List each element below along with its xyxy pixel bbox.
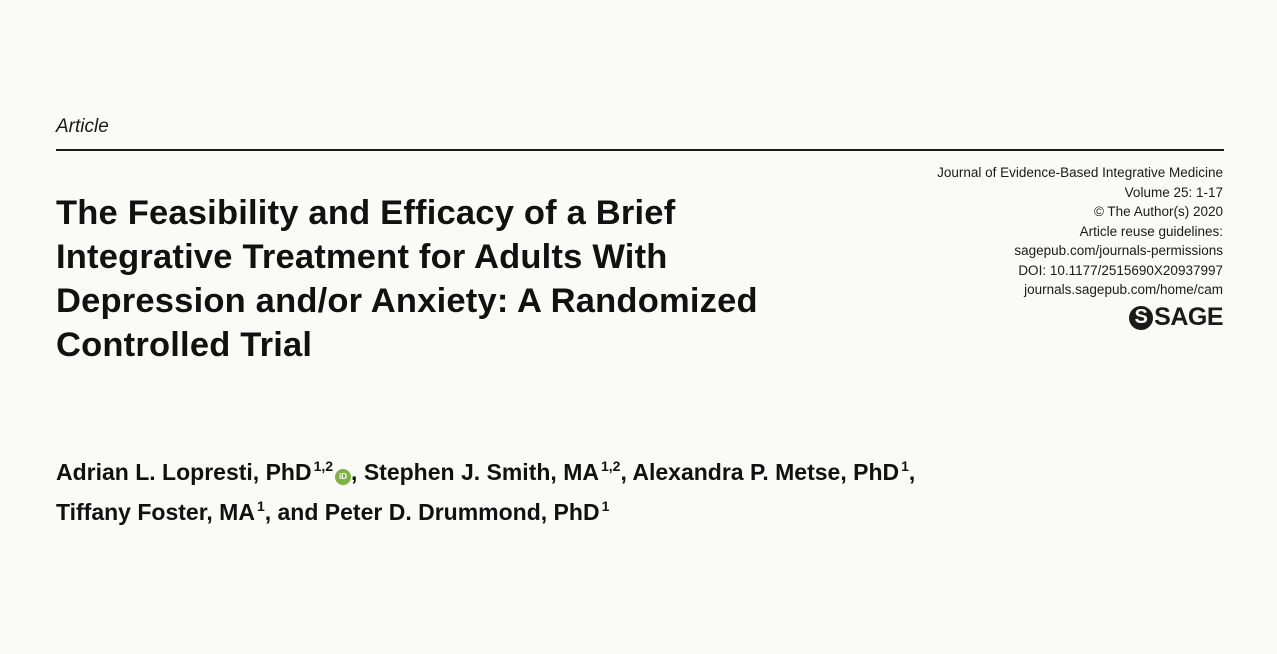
author-name: , Alexandra P. Metse, PhD bbox=[620, 459, 900, 485]
header-rule bbox=[56, 149, 1224, 151]
author-list bbox=[56, 449, 1206, 529]
title-line: The Feasibility and Efficacy of a Brief bbox=[56, 194, 676, 232]
author-line bbox=[56, 449, 1206, 489]
author-separator: , bbox=[908, 459, 916, 485]
article-title bbox=[56, 191, 916, 367]
reuse-link[interactable]: sagepub.com/journals-permissions bbox=[1014, 243, 1223, 258]
author-line bbox=[56, 489, 1206, 529]
sage-logo-mark: S bbox=[1129, 306, 1153, 330]
affiliation-marker: 1 bbox=[901, 458, 909, 474]
article-type-label: Article bbox=[56, 116, 109, 137]
journal-link[interactable]: journals.sagepub.com/home/cam bbox=[1024, 282, 1223, 297]
title-line: Controlled Trial bbox=[56, 326, 313, 364]
orcid-icon[interactable]: iD bbox=[335, 469, 351, 485]
affiliation-marker: 1 bbox=[601, 498, 610, 514]
affiliation-marker: 1,2 bbox=[600, 458, 621, 474]
affiliation-marker: 1 bbox=[256, 498, 265, 514]
author-name: Tiffany Foster, MA bbox=[56, 499, 255, 525]
title-line: Depression and/or Anxiety: A Randomized bbox=[56, 282, 758, 320]
reuse-label: Article reuse guidelines: bbox=[1079, 223, 1223, 239]
doi[interactable]: DOI: 10.1177/2515690X20937997 bbox=[1018, 262, 1223, 278]
sage-logo-text: SAGE bbox=[1154, 303, 1223, 331]
sage-logo bbox=[1129, 303, 1223, 332]
copyright: © The Author(s) 2020 bbox=[1093, 204, 1223, 219]
journal-name: Journal of Evidence-Based Integrative Medicine bbox=[937, 165, 1223, 180]
title-line: Integrative Treatment for Adults With bbox=[56, 238, 668, 276]
author-name: , Stephen J. Smith, MA bbox=[351, 459, 599, 485]
author-name: Adrian L. Lopresti, PhD bbox=[56, 459, 312, 485]
journal-volume: Volume 25: 1-17 bbox=[1124, 184, 1223, 200]
journal-info bbox=[937, 163, 1223, 300]
affiliation-marker: 1,2 bbox=[313, 458, 334, 474]
author-name: , and Peter D. Drummond, PhD bbox=[264, 499, 600, 525]
